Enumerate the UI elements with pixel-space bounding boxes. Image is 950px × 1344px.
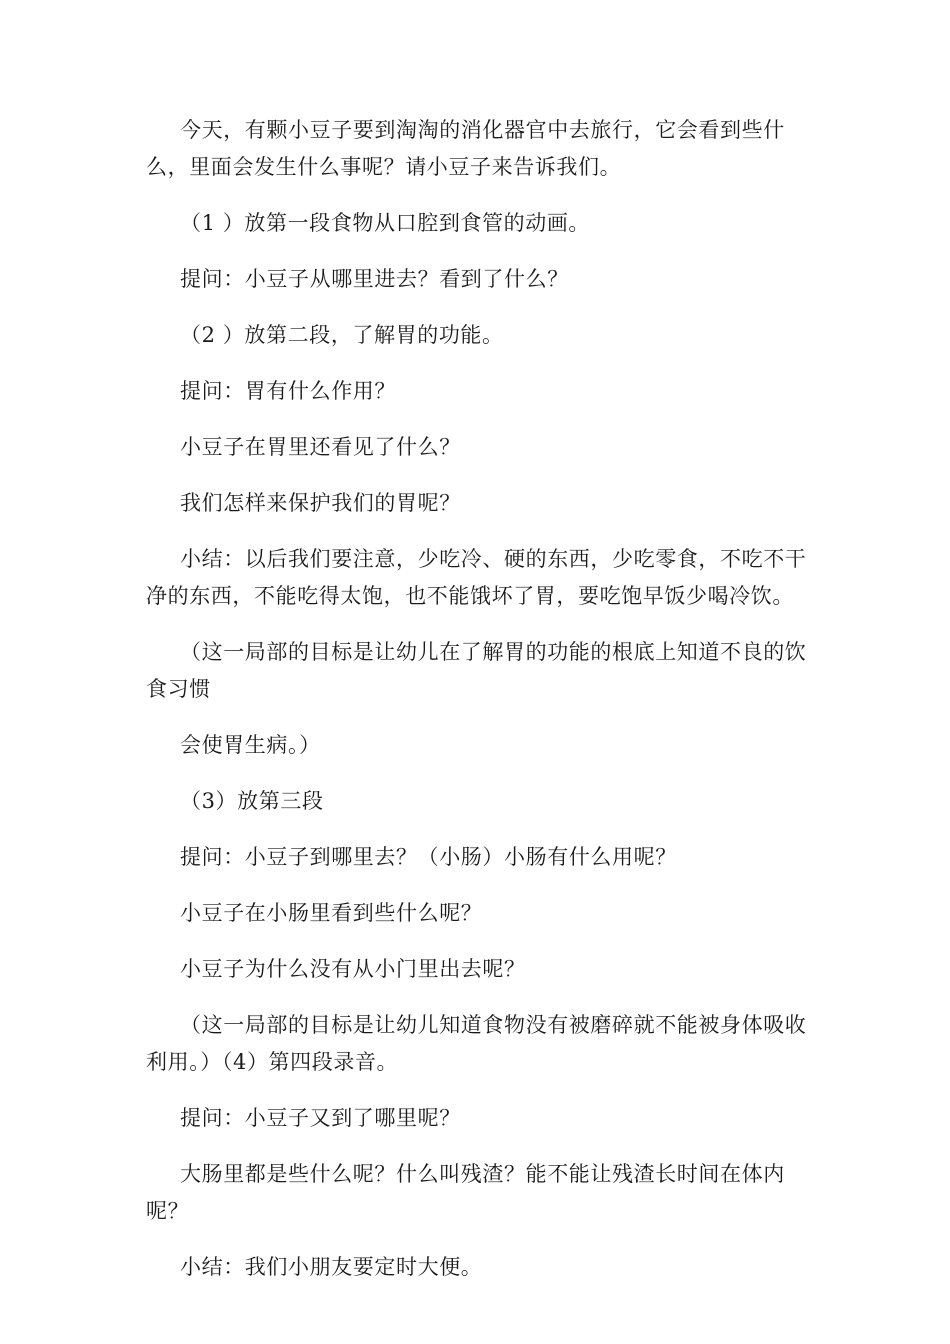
paragraph: 提问：小豆子又到了哪里呢？	[180, 1106, 461, 1130]
paragraph: 我们怎样来保护我们的胃呢？	[180, 491, 461, 515]
paragraph: （这一局部的目标是让幼儿在了解胃的功能的根底上知道不良的饮食习惯	[146, 640, 807, 701]
paragraph: 小结：以后我们要注意，少吃冷、硬的东西，少吃零食，不吃不干净的东西，不能吃得太饱，也不能饿坏了胃，要吃饱早饭少喝冷饮。	[146, 547, 807, 608]
paragraph: 小结：我们小朋友要定时大便。	[180, 1255, 483, 1279]
paragraph: 大肠里都是些什么呢？什么叫残渣？能不能让残渣长时间在体内呢？	[146, 1162, 785, 1223]
paragraph: 小豆子为什么没有从小门里出去呢？	[180, 957, 526, 981]
paragraph: 会使胃生病。）	[180, 733, 321, 757]
paragraph: 今天，有颗小豆子要到淘淘的消化器官中去旅行，它会看到些什么，里面会发生什么事呢？请小豆子来告诉我们。	[146, 118, 785, 179]
paragraph: （1 ）放第一段食物从口腔到食管的动画。	[180, 211, 591, 235]
paragraph: 提问：胃有什么作用？	[180, 379, 396, 403]
paragraph: 提问：小豆子到哪里去？（小肠）小肠有什么用呢？	[180, 845, 677, 869]
paragraph: 小豆子在小肠里看到些什么呢？	[180, 901, 483, 925]
paragraph: 提问：小豆子从哪里进去？看到了什么？	[180, 267, 569, 291]
paragraph: 小豆子在胃里还看见了什么？	[180, 435, 461, 459]
paragraph: （这一局部的目标是让幼儿知道食物没有被磨碎就不能被身体吸收利用。）（4）第四段录音。	[146, 1013, 807, 1074]
paragraph: （2 ）放第二段，了解胃的功能。	[180, 323, 504, 347]
document-body	[146, 112, 826, 1305]
paragraph: （3）放第三段	[180, 789, 324, 813]
